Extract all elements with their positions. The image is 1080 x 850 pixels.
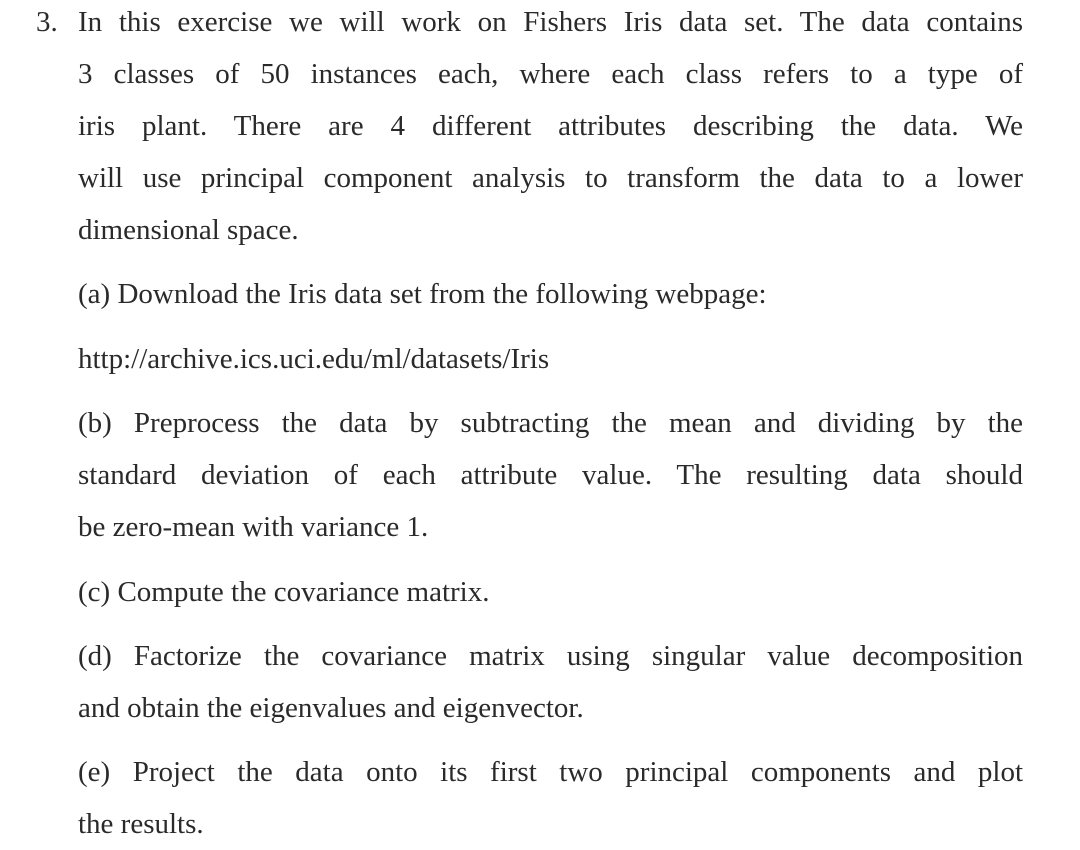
- part-d-label: (d): [78, 640, 112, 672]
- part-e-line-2: the results.: [78, 808, 204, 840]
- part-d-text-1: Factorize the covariance matrix using singular value decomposition: [133, 640, 1023, 672]
- part-c: [78, 566, 1023, 618]
- part-b-label: (b): [78, 407, 112, 439]
- part-e-label: (e): [78, 756, 111, 788]
- part-b-line-2: standard deviation of each attribute value. The resulting data should: [78, 459, 1023, 491]
- part-d: [78, 630, 1023, 734]
- intro-line-1: In this exercise we will work on Fishers Iris data set. The data contains: [78, 6, 1023, 38]
- part-e-line-1: [78, 746, 1023, 798]
- intro-line-2: 3 classes of 50 instances each, where each class refers to a type of: [78, 58, 1023, 90]
- part-a-text: Download the Iris data set from the following webpage:: [117, 278, 767, 310]
- part-a-label: (a): [78, 278, 111, 310]
- part-c-text: Compute the covariance matrix.: [117, 576, 490, 608]
- iris-dataset-url: http://archive.ics.uci.edu/ml/datasets/Iris: [78, 343, 550, 375]
- part-c-line-1: [78, 566, 1023, 618]
- part-b-text-1: Preprocess the data by subtracting the mean and dividing by the: [133, 407, 1024, 439]
- part-d-line-2: and obtain the eigenvalues and eigenvector.: [78, 692, 584, 724]
- intro-line-4: will use principal component analysis to transform the data to a lower: [78, 162, 1023, 194]
- part-b: [78, 397, 1023, 553]
- part-c-label: (c): [78, 576, 111, 608]
- part-e-text-1: Project the data onto its first two principal components and plot: [132, 756, 1024, 788]
- part-a-line-1: [78, 268, 1023, 320]
- intro-line-3: iris plant. There are 4 different attributes describing the data. We: [78, 110, 1023, 142]
- problem-number: 3.: [36, 6, 58, 38]
- part-d-line-1: [78, 630, 1023, 682]
- part-a: [78, 268, 1023, 320]
- problem-intro: [78, 0, 1023, 256]
- part-b-line-1: [78, 397, 1023, 449]
- intro-line-5: dimensional space.: [78, 214, 299, 246]
- part-e: [78, 746, 1023, 850]
- part-b-line-3: be zero-mean with variance 1.: [78, 511, 429, 543]
